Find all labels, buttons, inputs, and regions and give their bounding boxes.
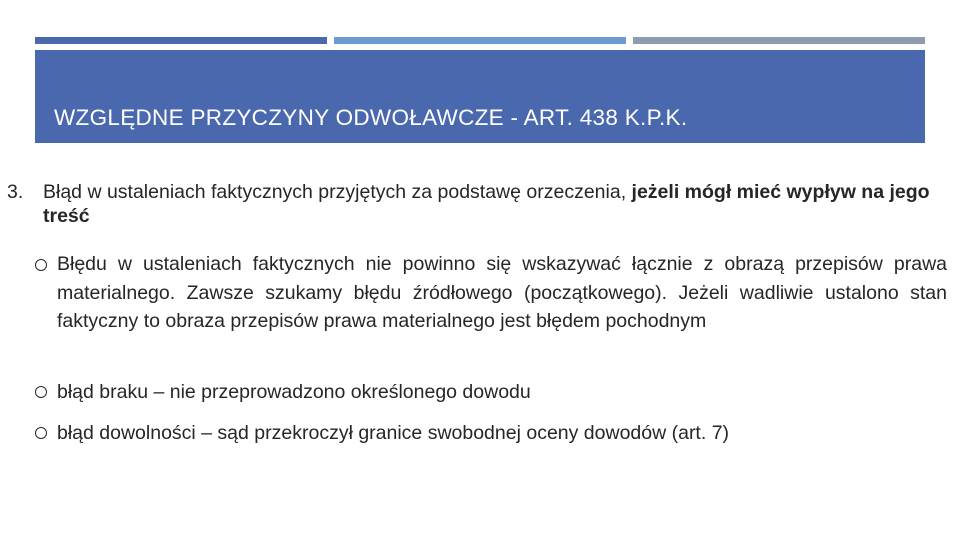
bullet-text: błąd dowolności – sąd przekroczył granice swobodnej oceny dowodów (art. 7) [57, 422, 730, 444]
circle-bullet-icon [35, 427, 47, 439]
circle-bullet-icon [35, 259, 47, 271]
numbered-item-text [43, 180, 953, 228]
bullet-text: błąd braku – nie przeprowadzono określonego dowodu [57, 381, 531, 403]
item-number: 3. [7, 181, 24, 203]
title-banner [35, 50, 925, 143]
accent-bar-tertiary [633, 37, 925, 44]
accent-bar-primary [35, 37, 327, 44]
numbered-item-regular-text: Błąd w ustaleniach faktycznych przyjętych za podstawę orzeczenia, [43, 181, 627, 203]
slide-title: WZGLĘDNE PRZYCZYNY ODWOŁAWCZE - ART. 438 K.P.K. [54, 105, 688, 130]
bullet-text: Błędu w ustaleniach faktycznych nie powinno się wskazywać łącznie z obrazą przepisów prawa materialnego. Zawsze szukamy błędu źródłowego (początkowego). Jeżeli wadliwie ustalono stan faktyczny to obraza przepisów prawa materialnego jest błędem pochodnym [57, 253, 947, 332]
circle-bullet-icon [35, 386, 47, 398]
accent-bar-secondary [334, 37, 626, 44]
numbered-item-bold-text: jeżeli mógł mieć wypływ na jego treść [43, 181, 930, 227]
